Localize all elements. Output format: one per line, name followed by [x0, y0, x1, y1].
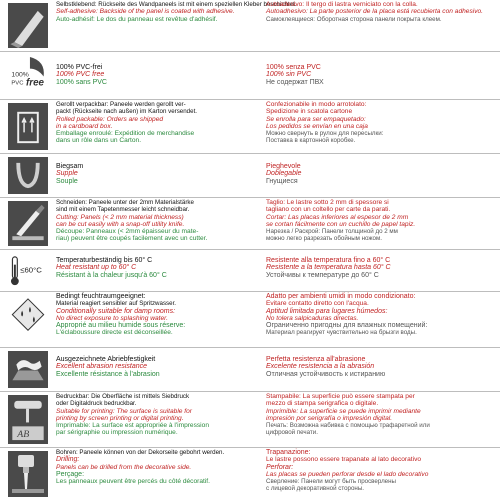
text-line: Doblegable [266, 170, 302, 178]
text-line: Excellente résistance à l'abrasion [56, 370, 160, 378]
feature-text-it-es-ru [266, 393, 492, 437]
text-line: Perçage: [56, 470, 85, 478]
text-line: Resistente alla temperatura fino a 60° C [266, 257, 391, 264]
text-line: Imprimable: La surface est appropriée à l'impression [56, 422, 209, 430]
feature-row-abrasion [0, 348, 500, 392]
text-line: Self-adhesive: Backside of the panel is coated with adhesive. [56, 8, 235, 16]
feature-text-it-es-ru [266, 257, 492, 279]
text-line: Evitare contatto diretto con l'acqua. [266, 300, 369, 308]
text-line: Biegsam [56, 163, 84, 170]
text-line: можно легко разрезать обойным ножом. [266, 235, 382, 243]
feature-text-it-es-ru [266, 293, 492, 337]
text-line: Bohren: Paneele können von der Dekorseite gebohrt werden. [56, 449, 225, 456]
text-line: Supple [56, 170, 78, 178]
feature-text-it-es-ru [266, 101, 492, 145]
text-line: 100% PVC-frei [56, 64, 103, 71]
text-line: Panels can be drilled from the decorative side. [56, 463, 192, 471]
feature-row-pvc-free [0, 52, 500, 100]
text-line: Spedizione in scatola cartone [266, 108, 353, 116]
text-line: Excellent abrasion resistance [56, 363, 148, 371]
text-line: Découpe: Panneaux (< 2mm épaisseur du mate- [56, 228, 199, 236]
text-line: No tolera salpicaduras directas. [266, 314, 359, 322]
text-line: Perforar: [266, 463, 294, 471]
printable-roller-icon [8, 395, 48, 444]
feature-text-it-es-ru [266, 356, 492, 378]
feature-text-de-en-fr [56, 163, 244, 185]
water-drops-icon [8, 295, 48, 344]
bendable-panel-icon [8, 157, 48, 194]
text-line: Материал реагирует чувствительно на брызги воды. [266, 329, 417, 337]
text-line: Bedingt feuchtraumgeeignet: [56, 293, 146, 300]
feature-row-printable [0, 392, 500, 448]
text-line: Conditionally suitable for damp rooms: [56, 307, 176, 315]
text-line: 100% sin PVC [266, 71, 312, 79]
text-line: Suitable for printing: The surface is suitable for [56, 407, 192, 415]
feature-text-de-en-fr [56, 1, 297, 23]
text-line: Самоклеящиеся: Оборотная сторона панели покрыта клеем. [266, 15, 442, 23]
badge-free: free [26, 77, 44, 89]
text-line: mezzo di stampa serigrafica o digitale. [266, 400, 379, 408]
text-line: Auto-adhésif: Le dos du panneau est revêtue d'adhésif. [56, 15, 218, 23]
feature-text-it-es-ru [266, 163, 492, 185]
feature-row-self-adhesive [0, 0, 500, 52]
text-line: Ограниченно пригодны для влажных помещений: [266, 322, 428, 330]
text-line: impresión por serigrafía o impresión digital. [266, 414, 393, 422]
text-line: Можно свернуть в рулон для пересылки: [266, 130, 384, 138]
feature-text-it-es-ru [266, 449, 492, 493]
text-line: Le lastre possono essere trapanate al lato decorativo [266, 456, 422, 464]
text-line: Selbstklebend: Rückseite des Wandpaneels ist mit einem speziellen Kleber beschichtet. [56, 1, 297, 8]
text-line: printing by screen printing or digital printing. [56, 414, 184, 422]
text-line: oder Digitaldruck bedruckbar. [56, 400, 137, 408]
text-line: L'éclaboussure directe est déconseillée. [56, 329, 173, 337]
text-line: Los pedidos se envían en una caja [266, 122, 368, 130]
text-line: Resistente a la temperatura hasta 60° C [266, 264, 391, 272]
feature-row-heat-resistant [0, 250, 500, 292]
feature-text-de-en-fr [56, 293, 244, 337]
print-sample-mark: AB [17, 429, 30, 441]
temperature-label: ≤60°C [20, 265, 42, 275]
feature-text-it-es-ru [266, 1, 492, 23]
feature-text-de-en-fr [56, 356, 244, 378]
feature-text-de-en-fr [56, 257, 244, 279]
text-line: Confezionabile in modo arrotolato: [266, 101, 367, 108]
text-line: Heat resistant up to 60° C [56, 264, 137, 272]
text-line: Material reagiert sensibler auf Spritzwasser. [56, 300, 177, 308]
text-line: Aptitud limitada para lugares húmedos: [266, 307, 388, 315]
text-line: Schneiden: Paneele unter der 2mm Materialstärke [56, 199, 194, 206]
text-line: Autoadesivo: Il tergo di lastra verniciato con la colla. [266, 1, 418, 8]
text-line: Ausgezeichnete Abriebfestigkeit [56, 356, 156, 363]
text-line: Drilling: [56, 456, 80, 464]
badge-percent: 100% [11, 71, 29, 79]
text-line: Emballage enroulé: Expédition de merchandise [56, 130, 195, 138]
text-line: Отличная устойчивость к истиранию [266, 370, 386, 378]
text-line: Résistant à la chaleur jusqu'à 60° C [56, 271, 167, 279]
cutting-knife-icon [8, 201, 48, 246]
feature-row-rolled-packable [0, 100, 500, 154]
text-line: 100% senza PVC [266, 64, 321, 71]
text-line: Нарезка / Раскрой: Панели толщиной до 2 мм [266, 228, 398, 236]
text-line: с лицевой декоративной стороны. [266, 485, 365, 493]
text-line: No direct exposure to splashing water. [56, 314, 168, 322]
text-line: Adatto per ambienti umidi in modo condizionato: [266, 293, 416, 300]
text-line: par sérigraphie ou impression numérique. [56, 429, 178, 437]
text-line: dans un rôle dans un Carton. [56, 137, 142, 145]
feature-row-drilling [0, 448, 500, 500]
text-line: Autoadhesivo: La parte posterior de la placa está recubierta con adhesivo. [266, 8, 483, 16]
text-line: Stampabile: La superficie può essere stampata per [266, 393, 415, 400]
feature-text-de-en-fr [56, 393, 244, 437]
text-line: se cortan fácilmente con un cuchillo de papel tapiz. [266, 220, 416, 228]
feature-text-de-en-fr [56, 449, 244, 485]
text-line: Gerollt verpackbar: Paneele werden gerollt ver- [56, 101, 186, 108]
text-line: Approprié au milieu humide sous réserve: [56, 322, 186, 330]
text-line: Temperaturbeständig bis 60° C [56, 257, 153, 264]
self-adhesive-backing-icon [8, 3, 48, 48]
feature-text-it-es-ru [266, 64, 492, 86]
text-line: Cortar: Las placas inferiores al espesor de 2 mm [266, 213, 409, 221]
text-line: Cutting: Panels (< 2 mm material thickness) [56, 213, 184, 221]
rolled-package-icon [8, 103, 48, 150]
feature-row-damp-rooms [0, 292, 500, 348]
text-line: Se enrolla para ser empaquetado: [266, 115, 366, 123]
feature-row-cutting [0, 198, 500, 250]
text-line: tagliano con un coltello per carte da parati. [266, 206, 391, 214]
text-line: can be cut easily with a snap-off utility knife. [56, 220, 185, 228]
text-line: Pieghevole [266, 163, 301, 170]
text-line: Сверление: Панели могут быть просверлены [266, 478, 396, 486]
feature-text-it-es-ru [266, 199, 492, 243]
text-line: 100% sans PVC [56, 78, 107, 86]
text-line: 100% PVC free [56, 71, 105, 79]
thermometer-60c-icon [8, 253, 48, 288]
pvc-free-badge-icon [8, 55, 48, 96]
text-line: Trapanazione: [266, 449, 311, 456]
text-line: Bedruckbar: Die Oberfläche ist mittels Siebdruck [56, 393, 190, 400]
text-line: Гнущиеся [266, 177, 298, 185]
text-line: riau) peuvent être coupés facilement avec un cutter. [56, 235, 208, 243]
text-line: sind mit einem Tapetenmesser leicht schneidbar. [56, 206, 190, 214]
text-line: Excelente resistencia a la abrasión [266, 363, 375, 371]
text-line: Souple [56, 177, 78, 185]
text-line: Imprimible: La superficie se puede imprimir mediante [266, 407, 421, 415]
text-line: Taglio: Le lastre sotto 2 mm di spessore si [266, 199, 389, 206]
text-line: Las placas se pueden perforar desde el lado decorativo [266, 470, 429, 478]
text-line: in a cardboard box. [56, 122, 113, 130]
feature-row-bendable [0, 154, 500, 198]
text-line: цифровой печати. [266, 429, 318, 437]
drilling-icon [8, 451, 48, 497]
text-line: Les panneaux peuvent être percés du côté décoratif. [56, 478, 210, 486]
text-line: Устойчивы к температуре до 60° С [266, 271, 379, 279]
abrasion-resistance-icon [8, 351, 48, 388]
feature-text-de-en-fr [56, 64, 244, 86]
feature-text-de-en-fr [56, 101, 244, 145]
feature-text-de-en-fr [56, 199, 244, 243]
text-line: Rolled packable: Orders are shipped [56, 115, 164, 123]
text-line: Perfetta resistenza all'abrasione [266, 356, 366, 363]
badge-pvc: PVC [11, 80, 24, 87]
text-line: Не содержат ПВХ [266, 78, 324, 86]
text-line: Поставка в картонной коробке. [266, 137, 356, 145]
text-line: packt (Rückseite nach außen) im Karton versendet. [56, 108, 198, 116]
text-line: Печать: Возможна набивка с помощью трафаретной или [266, 422, 430, 430]
